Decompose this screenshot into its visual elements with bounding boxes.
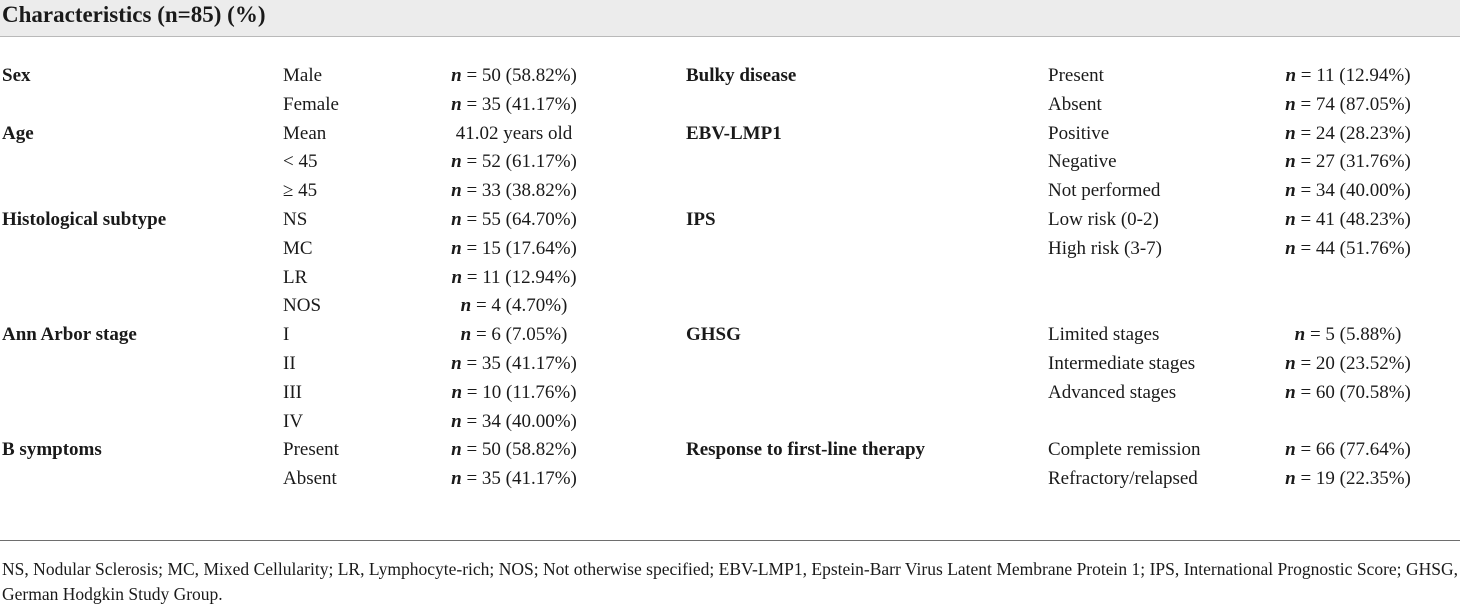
characteristic-label: GHSG: [686, 324, 741, 346]
count-value: n = 35 (41.17%): [451, 353, 577, 374]
count-value: n = 50 (58.82%): [451, 65, 577, 86]
category-label: < 45: [283, 151, 318, 173]
count-value: n = 52 (61.17%): [451, 151, 577, 173]
characteristic-label: Bulky disease: [686, 65, 797, 86]
characteristic-label: B symptoms: [2, 439, 102, 461]
table-row: [0, 465, 1460, 494]
table-row: [0, 264, 1460, 293]
table-row: [0, 321, 1460, 350]
count-value: n = 27 (31.76%): [1285, 151, 1411, 173]
category-label: High risk (3-7): [1048, 237, 1162, 259]
category-label: Complete remission: [1048, 439, 1201, 461]
category-label: Present: [1048, 65, 1104, 86]
count-value: n = 41 (48.23%): [1285, 209, 1411, 230]
count-value: n = 15 (17.64%): [451, 237, 577, 259]
category-label: Absent: [1048, 93, 1102, 115]
characteristic-label: Age: [2, 122, 34, 144]
category-label: Not performed: [1048, 180, 1161, 202]
characteristic-label: Ann Arbor stage: [2, 324, 137, 346]
table-header: [0, 0, 1460, 37]
table-title: Characteristics (n=85) (%): [2, 2, 266, 27]
table-row: [0, 235, 1460, 264]
count-value: n = 20 (23.52%): [1285, 353, 1411, 374]
category-label: II: [283, 353, 296, 374]
category-label: III: [283, 381, 302, 403]
count-value: n = 5 (5.88%): [1294, 324, 1402, 346]
count-value: n = 35 (41.17%): [451, 93, 577, 115]
category-label: NS: [283, 209, 308, 230]
table-row: [0, 177, 1460, 206]
characteristic-label: EBV-LMP1: [686, 122, 782, 144]
count-value: n = 19 (22.35%): [1285, 468, 1411, 490]
table-row: [0, 206, 1460, 235]
category-label: Low risk (0-2): [1048, 209, 1159, 230]
category-label: Limited stages: [1048, 324, 1160, 346]
table-row: [0, 292, 1460, 321]
category-label: Negative: [1048, 151, 1117, 173]
table-footnote: NS, Nodular Sclerosis; MC, Mixed Cellularity; LR, Lymphocyte-rich; NOS; Not otherwise specified; EBV-LMP1, Epstein-Barr Virus Latent Membrane Protein 1; IPS, International Prognostic Score; GHSG, German Hodgkin Study Group.: [2, 559, 1458, 604]
category-label: Present: [283, 439, 339, 461]
count-value: n = 35 (41.17%): [451, 468, 577, 490]
count-value: n = 34 (40.00%): [1285, 180, 1411, 202]
category-label: ≥ 45: [283, 180, 318, 202]
table-row: [0, 120, 1460, 149]
count-value: n = 11 (12.94%): [1285, 65, 1411, 86]
table-row: [0, 148, 1460, 177]
characteristic-label: IPS: [686, 209, 716, 230]
characteristic-label: Sex: [2, 65, 31, 86]
table-row: [0, 379, 1460, 408]
table-row: [0, 91, 1460, 120]
count-value: n = 24 (28.23%): [1285, 122, 1411, 144]
category-label: Mean: [283, 122, 327, 144]
count-value: n = 60 (70.58%): [1285, 381, 1411, 403]
count-value: n = 10 (11.76%): [451, 381, 577, 403]
count-value: 41.02 years old: [455, 122, 573, 144]
category-label: I: [283, 324, 290, 346]
table-row: [0, 408, 1460, 437]
category-label: LR: [283, 266, 308, 288]
table-row: [0, 350, 1460, 379]
count-value: n = 66 (77.64%): [1285, 439, 1411, 461]
count-value: n = 50 (58.82%): [451, 439, 577, 461]
category-label: NOS: [283, 295, 322, 317]
count-value: n = 6 (7.05%): [460, 324, 568, 346]
category-label: Advanced stages: [1048, 381, 1177, 403]
footnote-divider: [0, 540, 1460, 541]
count-value: n = 55 (64.70%): [451, 209, 577, 230]
count-value: n = 74 (87.05%): [1285, 93, 1411, 115]
characteristic-label: Response to first-line therapy: [686, 439, 926, 461]
count-value: n = 34 (40.00%): [451, 410, 577, 432]
count-value: n = 4 (4.70%): [460, 295, 568, 317]
table-row: [0, 62, 1460, 91]
category-label: Absent: [283, 468, 337, 490]
characteristic-label: Histological subtype: [2, 209, 167, 230]
count-value: n = 44 (51.76%): [1285, 237, 1411, 259]
category-label: Refractory/relapsed: [1048, 468, 1198, 490]
category-label: IV: [283, 410, 304, 432]
table-row: [0, 436, 1460, 465]
category-label: Female: [283, 93, 339, 115]
category-label: MC: [283, 237, 313, 259]
count-value: n = 11 (12.94%): [451, 266, 577, 288]
count-value: n = 33 (38.82%): [451, 180, 577, 202]
category-label: Male: [283, 65, 323, 86]
category-label: Positive: [1048, 122, 1110, 144]
category-label: Intermediate stages: [1048, 353, 1196, 374]
